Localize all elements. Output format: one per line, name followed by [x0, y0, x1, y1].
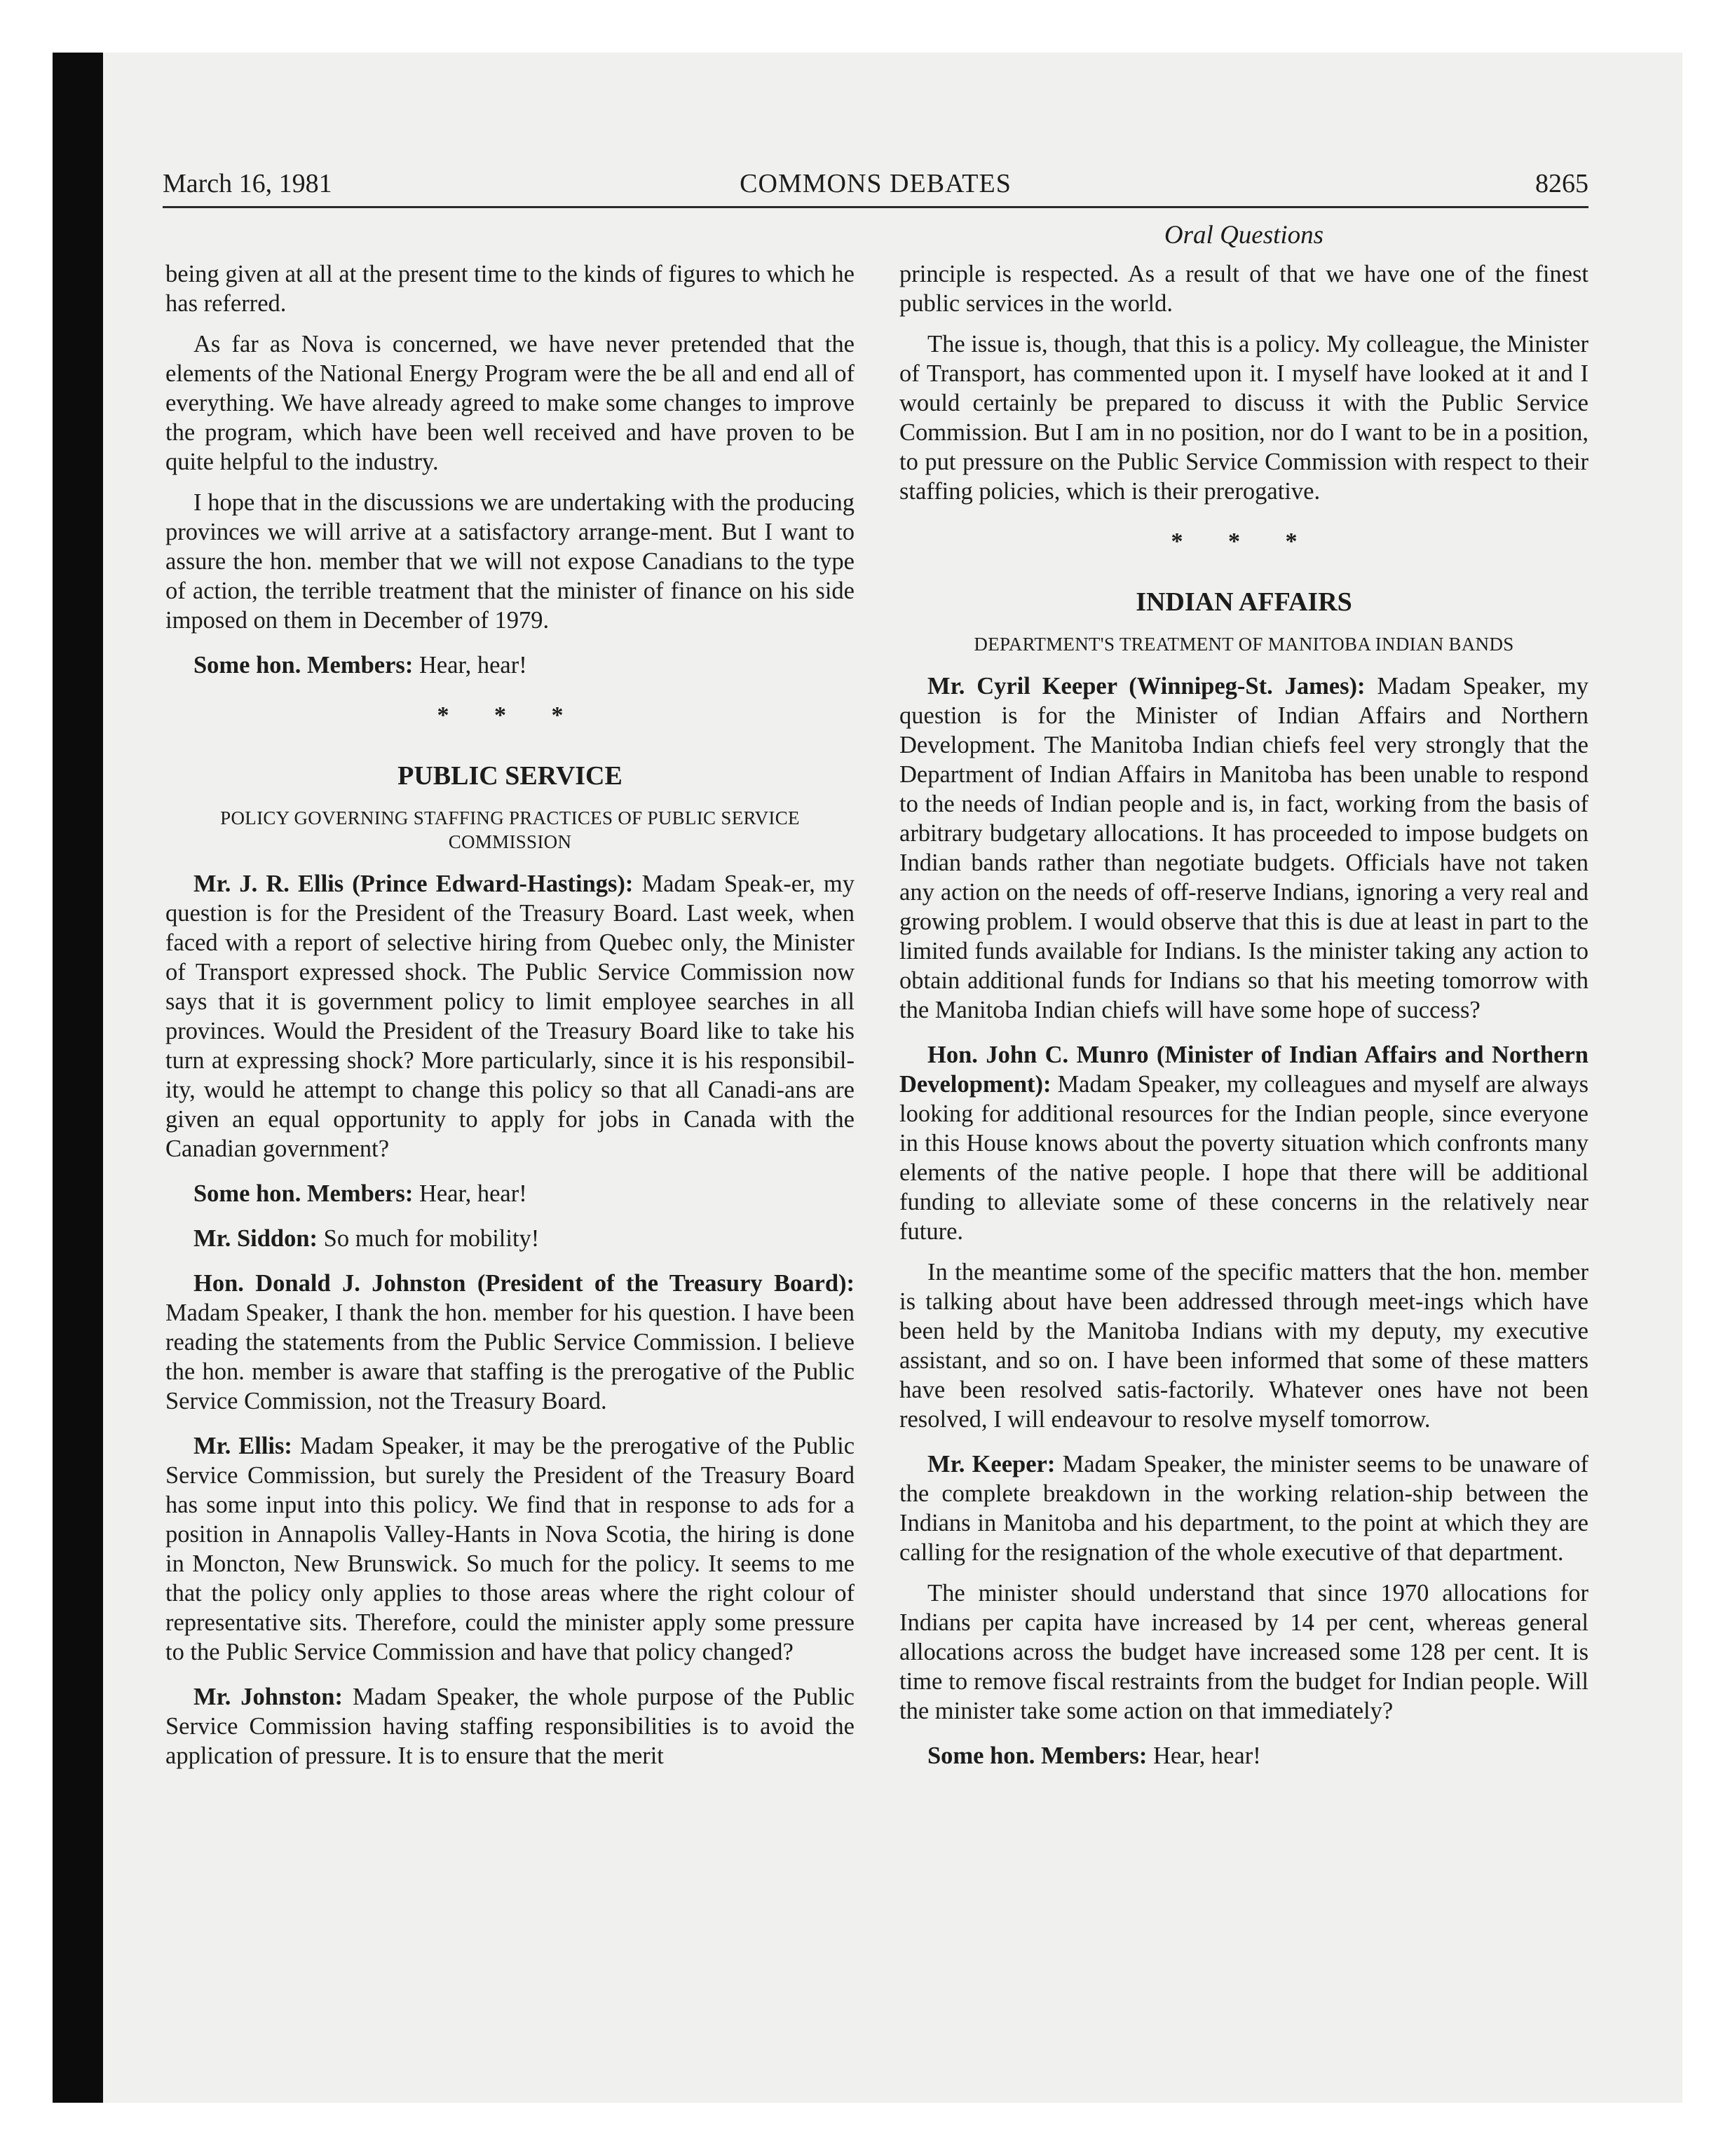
paragraph: The issue is, though, that this is a policy. My colleague, the Minister of Transport, has commented upon it. I myself have looked at it and I would certainly be prepared to discuss it with the Public Service Commission. But I am in no position, nor do I want to be in a position, to put pressure on the Public Service Commission with respect to their staffing policies, which is their prerogative. [899, 331, 1588, 505]
speaker-name: Some hon. Members: [193, 1180, 414, 1207]
section-subheading: POLICY GOVERNING STAFFING PRACTICES OF PUBLIC SERVICE COMMISSION [220, 807, 800, 852]
speaker-name: Hon. John C. Munro (Minister of Indian Affairs and Northern Development): [899, 1042, 1588, 1098]
left-column [165, 259, 855, 1782]
paragraph: principle is respected. As a result of that we have one of the finest public services in the world. [899, 261, 1588, 317]
speech [165, 1269, 855, 1416]
speech [165, 1682, 855, 1770]
speaker-name: Some hon. Members: [193, 652, 414, 678]
paragraph: being given at all at the present time to the kinds of figures to which he has referred. [165, 261, 855, 317]
header-page-number: 8265 [1535, 169, 1588, 198]
speaker-name: Mr. Cyril Keeper (Winnipeg-St. James): [927, 673, 1366, 700]
paragraph: The minister should understand that since 1970 allocations for Indians per capita have increased by 14 per cent, whereas general allocations across the budget have increased some 128 per cent. It is time to remove fiscal restraints from the budget for Indian people. Will the minister take some action on that immediately? [899, 1580, 1588, 1724]
speaker-name: Some hon. Members: [927, 1742, 1148, 1769]
speaker-name: Mr. J. R. Ellis (Prince Edward-Hastings): [193, 871, 634, 897]
running-head [163, 165, 1588, 208]
speech [165, 1179, 855, 1208]
speech [165, 650, 855, 680]
speaker-name: Mr. Ellis: [193, 1433, 292, 1459]
speech-text: Hear, hear! [1147, 1742, 1261, 1769]
speech [165, 1431, 855, 1667]
speech-text: Hear, hear! [413, 652, 527, 678]
paragraph: I hope that in the discussions we are undertaking with the producing provinces we will arrive at a satisfactory arrange-ment. But I want to assure the hon. member that we will not expose Canadians to the type of action, the terrible treatment that the minister of finance on his side imposed on them in December of 1979. [165, 489, 855, 634]
speech-text: Madam Speak-er, my question is for the President of the Treasury Board. Last week, when faced with a report of selective hiring from Quebec only, the Minister of Transport expressed shock. The Public Service Commission now says that it is government policy to limit employee searches in all provinces. Would the President of the Treasury Board like to take his turn at expressing shock? More particularly, since it is his responsibil-ity, would he attempt to change this policy so that all Canadi-ans are given an equal opportunity to apply for jobs in Canada with the Canadian government? [165, 871, 855, 1162]
header-publication: COMMONS DEBATES [740, 169, 1012, 198]
speech [165, 1224, 855, 1253]
speech [899, 671, 1588, 1025]
scan-black-edge [53, 53, 103, 2103]
paragraph: As far as Nova is concerned, we have never pretended that the elements of the National Energy Program were the be all and end all of everything. We have already agreed to make some changes to improve the program, which have been well received and have proven to be quite helpful to the industry. [165, 331, 855, 475]
speech-text: Hear, hear! [413, 1180, 527, 1207]
speech [165, 869, 855, 1164]
paragraph: In the meantime some of the specific matters that the hon. member is talking about have been addressed through meet-ings which have been held by the Manitoba Indians with my deputy, my executive assistant, and so on. I have been informed that some of these matters have been resolved satis-factorily. Whatever ones have not been resolved, I will endeavour to resolve myself tomorrow. [899, 1259, 1588, 1433]
section-label: Oral Questions [1164, 221, 1324, 250]
section-separator: * * * [437, 702, 583, 728]
speech-text: Madam Speaker, it may be the prerogative of the Public Service Commission, but surely the President of the Treasury Board has some input into this policy. We find that in response to ads for a position in Annapolis Valley-Hants in Nova Scotia, the hiring is done in Moncton, New Brunswick. So much for the policy. It seems to me that the policy only applies to those areas where the right colour of representative sits. Therefore, could the minister apply some pressure to the Public Service Commission and have that policy changed? [165, 1433, 855, 1665]
speaker-name: Hon. Donald J. Johnston (President of the Treasury Board): [193, 1270, 855, 1297]
section-heading: INDIAN AFFAIRS [1136, 587, 1352, 617]
section-subheading: DEPARTMENT'S TREATMENT OF MANITOBA INDIAN BANDS [974, 634, 1514, 655]
speaker-name: Mr. Johnston: [193, 1684, 343, 1710]
speech [899, 1741, 1588, 1770]
speech [899, 1040, 1588, 1246]
speech-text: Madam Speaker, my colleagues and myself are always looking for additional resources for the Indian people, since everyone in this House knows about the poverty situation which confronts many elements of the native people. I hope that there will be additional funding to alleviate some of these concerns in the relatively near future. [899, 1071, 1588, 1245]
speech-text: Madam Speaker, my question is for the Minister of Indian Affairs and Northern Development. The Manitoba Indian chiefs feel very strongly that the Department of Indian Affairs in Manitoba has been unable to respond to the needs of Indian people and is, in fact, working from the basis of arbitrary budgetary allocations. It has proceeded to impose budgets on Indian bands rather than negotiate budgets. Officials have not taken any action on the needs of off-reserve Indians, ignoring a very real and growing problem. I would observe that this is due at least in part to the limited funds available for Indians. Is the minister taking any action to obtain additional funds for Indians so that his meeting tomorrow with the Manitoba Indian chiefs will have some hope of success? [899, 673, 1588, 1023]
header-date: March 16, 1981 [163, 169, 332, 198]
section-heading: PUBLIC SERVICE [397, 761, 622, 791]
speech-text: Madam Speaker, the whole purpose of the Public Service Commission having staffing responsibilities is to avoid the application of pressure. It is to ensure that the merit [165, 1684, 855, 1769]
speech [899, 1449, 1588, 1567]
speaker-name: Mr. Siddon: [193, 1225, 318, 1252]
speaker-name: Mr. Keeper: [927, 1451, 1056, 1478]
speech-text: Madam Speaker, I thank the hon. member for his question. I have been reading the statements from the Public Service Commission. I believe the hon. member is aware that staffing is the prerogative of the Public Service Commission, not the Treasury Board. [165, 1299, 855, 1414]
speech-text: So much for mobility! [318, 1225, 540, 1252]
section-separator: * * * [1171, 528, 1317, 554]
speech-text: Madam Speaker, the minister seems to be unaware of the complete breakdown in the working relation-ship between the Indians in Manitoba and his department, to the point at which they are calling for the resignation of the whole executive of that department. [899, 1451, 1588, 1566]
right-column [899, 259, 1588, 1782]
